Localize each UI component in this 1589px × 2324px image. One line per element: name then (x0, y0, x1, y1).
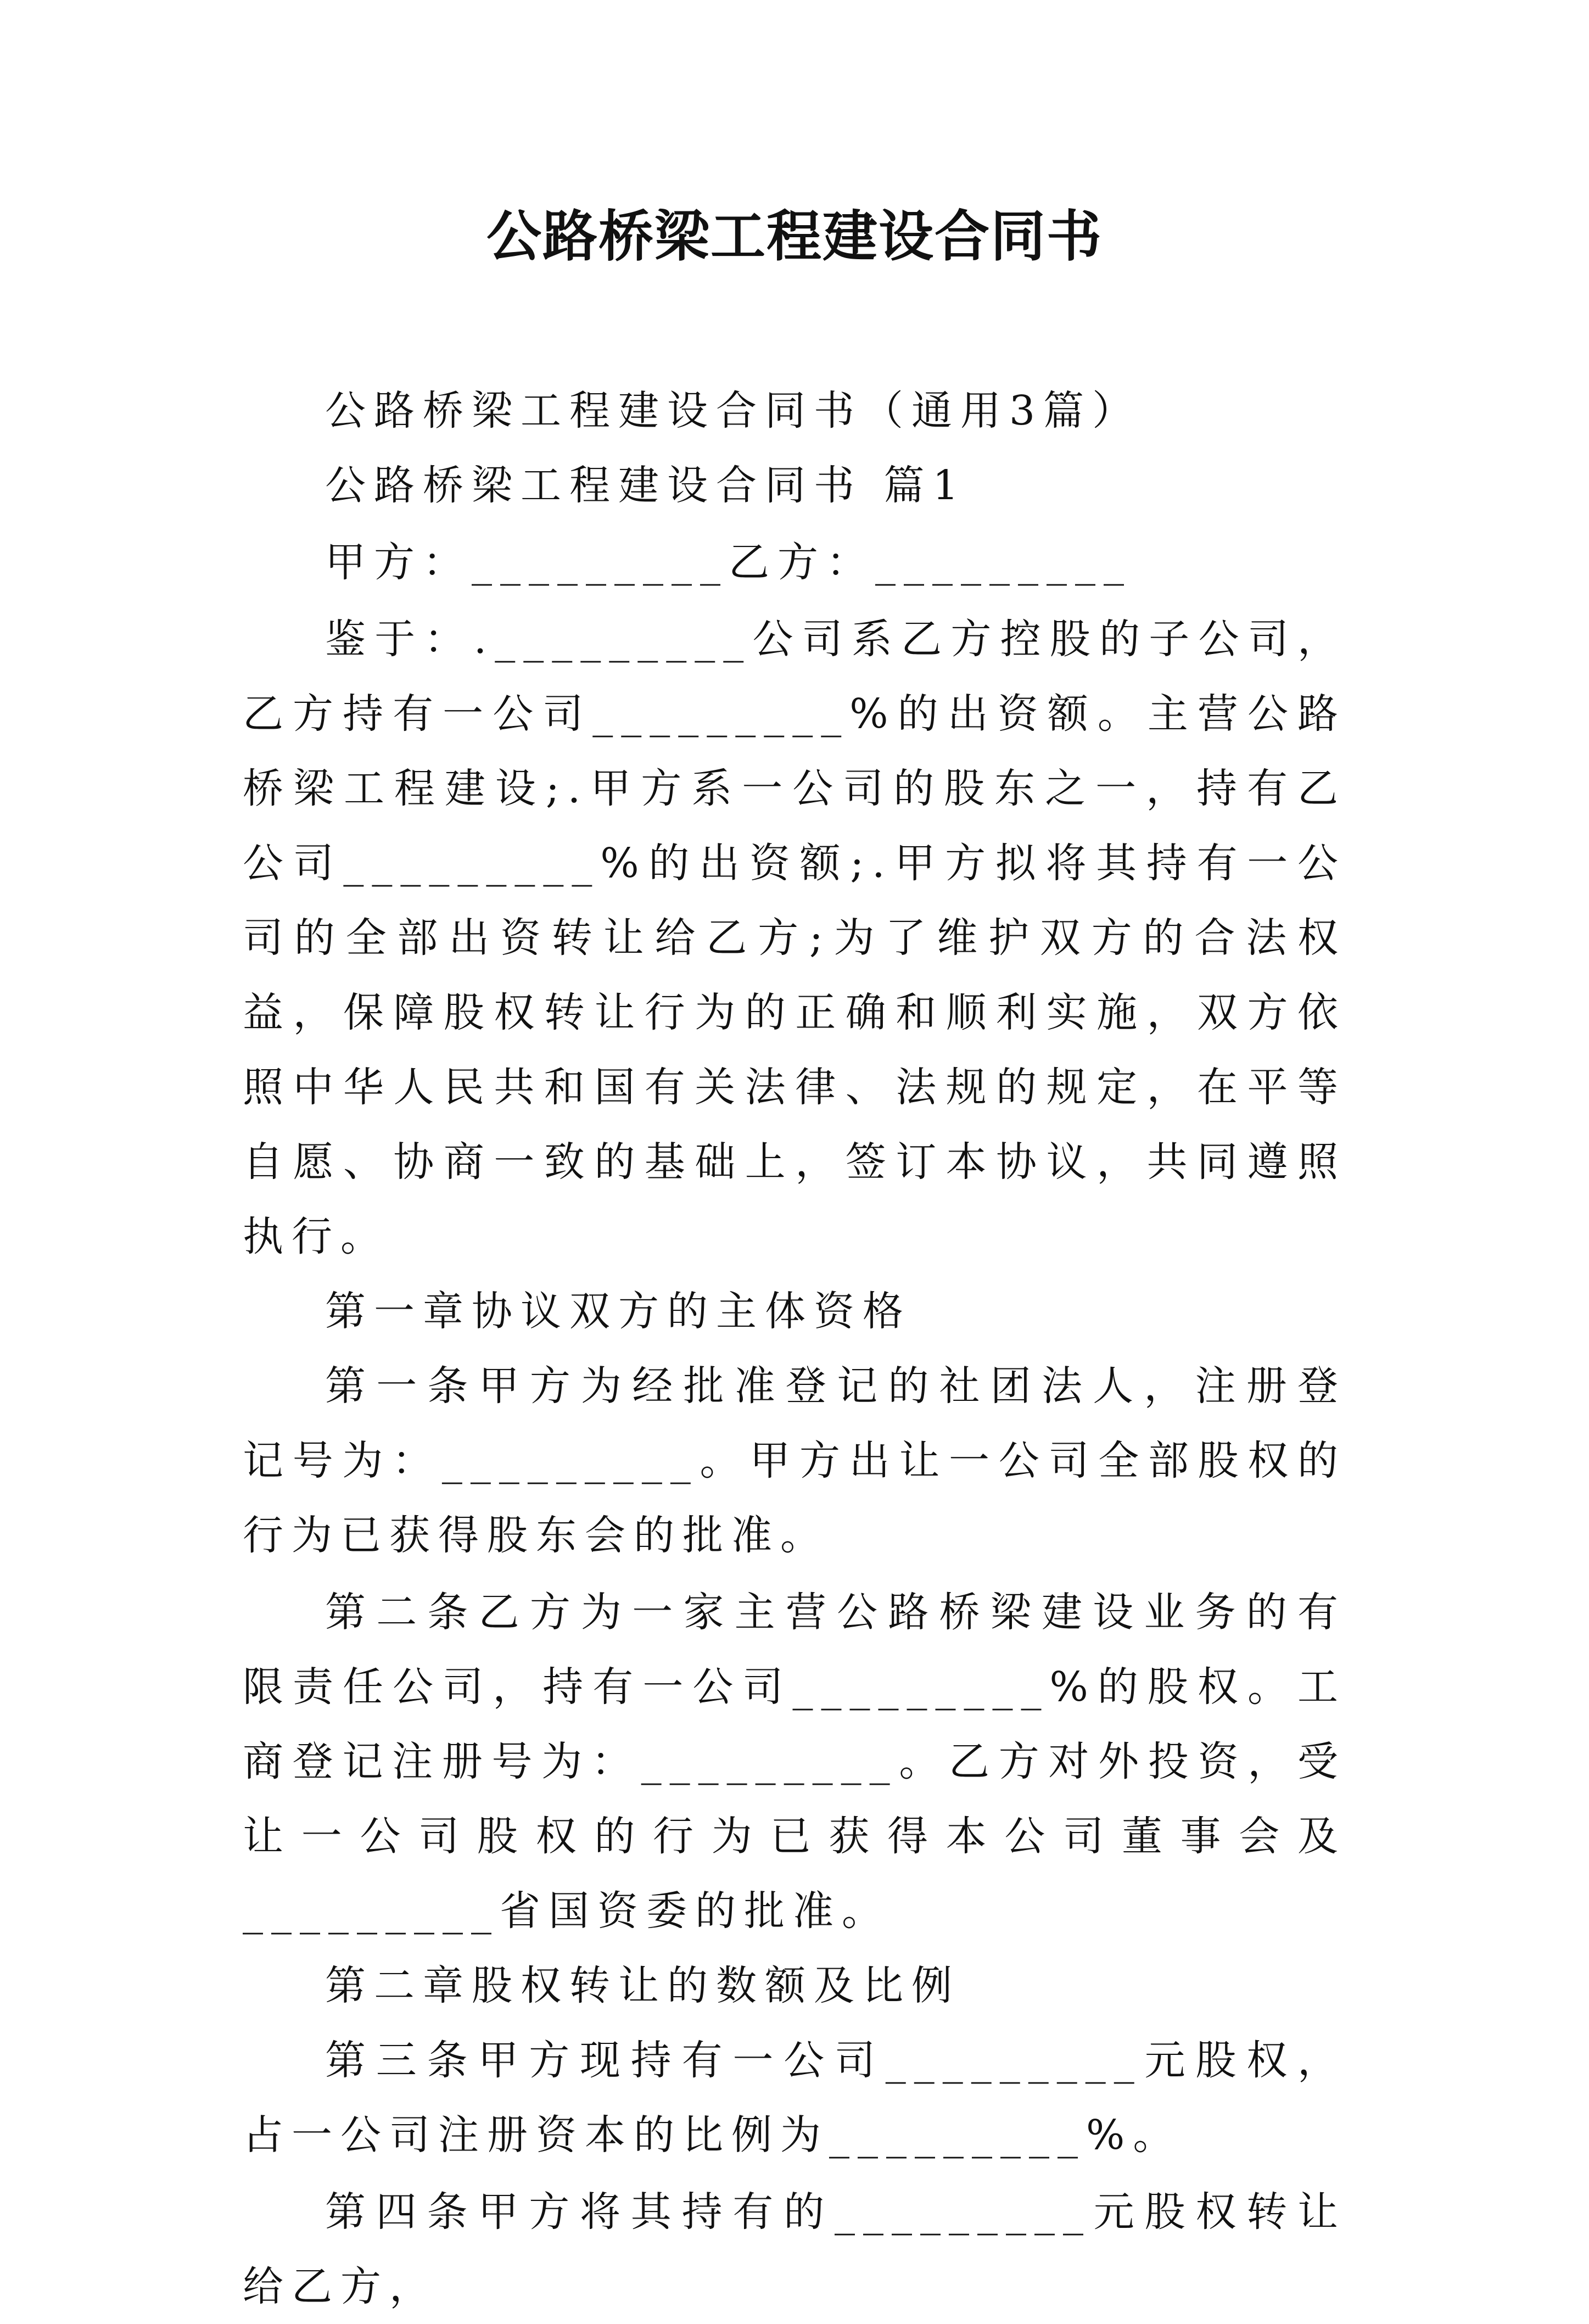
chapter-heading: 第二章股权转让的数额及比例 (325, 1962, 960, 2009)
article-paragraph: 第三条甲方现持有一公司_________元股权，占一公司注册资本的比例为_________%。 (243, 2037, 1346, 2159)
subtitle-paragraph: 公路桥梁工程建设合同书（通用3篇） (325, 387, 1142, 434)
document-body (243, 373, 1346, 2324)
article-paragraph: 第一条甲方为经批准登记的社团法人，注册登记号为：_________。甲方出让一公司全部股权的行为已获得股东会的批准。 (243, 1362, 1346, 1559)
parties-paragraph: 甲方：_________乙方：_________ (325, 539, 1132, 586)
section-heading-paragraph: 公路桥梁工程建设合同书 篇1 (325, 462, 967, 509)
document-title: 公路桥梁工程建设合同书 (486, 204, 1103, 269)
article-paragraph: 第二条乙方为一家主营公路桥梁建设业务的有限责任公司，持有一公司_________%的股权。工商登记注册号为：_________。乙方对外投资，受让一公司股权的行为已获得本公司董事会及_________省国资委的批准。 (243, 1589, 1346, 1935)
article-paragraph: 第四条甲方将其持有的_________元股权转让给乙方， (243, 2188, 1346, 2310)
chapter-heading: 第一章协议双方的主体资格 (325, 1288, 911, 1335)
whereas-paragraph: 鉴于：._________公司系乙方控股的子公司，乙方持有一公司_________%的出资额。主营公路桥梁工程建设;.甲方系一公司的股东之一，持有乙公司_________%的出资额;.甲方拟将其持有一公司的全部出资转让给乙方;为了维护双方的合法权益，保障股权转让行为的正确和顺利实施，双方依照中华人民共和国有关法律、法规的规定，在平等自愿、协商一致的基础上，签订本协议，共同遵照执行。 (243, 616, 1346, 1260)
